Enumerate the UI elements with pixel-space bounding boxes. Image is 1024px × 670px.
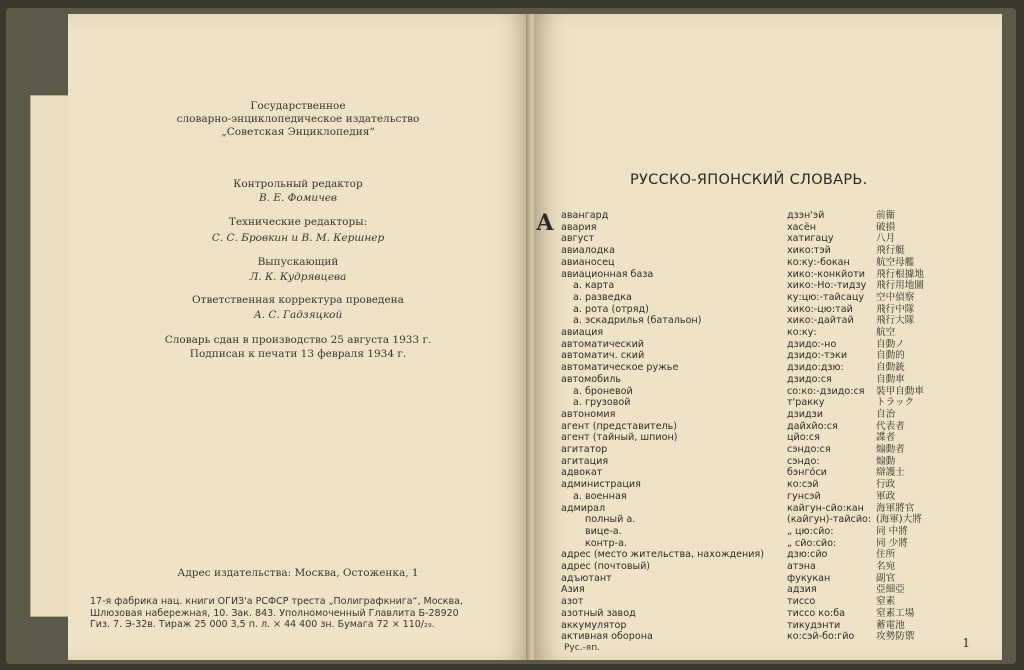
entry-reading: гунсэй xyxy=(787,490,821,502)
entry-russian: адмирал xyxy=(561,502,606,514)
dictionary-entry xyxy=(536,292,976,304)
entry-kanji: 海軍將官 xyxy=(876,502,915,514)
entry-reading: „ цю:сйо: xyxy=(787,525,834,537)
signature-mark: Рус.-яп. xyxy=(564,643,600,653)
entry-russian: а. карта xyxy=(573,280,615,292)
entry-kanji: 裝甲自動車 xyxy=(876,385,924,397)
section-letter: А xyxy=(536,210,554,236)
entry-kanji: 辯護士 xyxy=(876,467,905,479)
entry-kanji: 亞細亞 xyxy=(876,584,905,596)
entry-kanji: 攻勢防禦 xyxy=(876,631,915,643)
imprint-line-1: 17-я фабрика нац. книги ОГИЗ'а РСФСР треста „Полиграфкнига“, Москва, xyxy=(90,596,463,607)
issuer-name: Л. К. Кудрявцева xyxy=(249,271,347,283)
tech-editors-label: Технические редакторы: xyxy=(228,216,368,228)
entry-kanji: 自動ノ xyxy=(876,338,905,350)
dictionary-entry xyxy=(536,304,976,316)
entry-kanji: 飛行中隊 xyxy=(876,303,915,315)
dictionary-entry xyxy=(536,631,976,643)
entry-kanji: 破損 xyxy=(876,221,896,233)
entry-reading: ко:сэй xyxy=(787,479,819,491)
dictionary-entry xyxy=(536,280,976,292)
dictionary-entry xyxy=(536,362,976,374)
publisher-line-3: „Советская Энциклопедия“ xyxy=(221,126,375,138)
entry-reading: тиссо ко:ба xyxy=(787,607,845,619)
dictionary-entry xyxy=(536,339,976,351)
proof-name: А. С. Гадзяцкой xyxy=(253,309,343,321)
page-number: 1 xyxy=(962,636,970,650)
dictionary-entry xyxy=(536,421,976,433)
entry-kanji: 飛行大隊 xyxy=(876,315,915,327)
dictionary-entry xyxy=(536,257,976,269)
dictionary-entry xyxy=(536,561,976,573)
entry-russian: вице-а. xyxy=(585,525,622,537)
dictionary-entry xyxy=(536,467,976,479)
entry-kanji: 空中偵察 xyxy=(876,291,915,303)
dictionary-entry xyxy=(536,374,976,386)
production-date: Словарь сдан в производство 25 августа 1933 г. xyxy=(164,334,432,346)
dictionary-entry xyxy=(536,327,976,339)
entry-kanji: 軍政 xyxy=(876,490,896,502)
left-page xyxy=(68,14,528,660)
dictionary-entry xyxy=(536,608,976,620)
entry-russian: автоматическое ружье xyxy=(561,362,679,374)
imprint-line-2: Шлюзовая набережная, 10. Зак. 843. Уполномоченный Главлита Б-28920 xyxy=(90,607,459,619)
entry-russian: а. рота (отряд) xyxy=(573,303,649,315)
entry-reading: дзидзи xyxy=(787,408,823,420)
entry-kanji: 蓄電池 xyxy=(876,619,905,631)
entry-russian: азот xyxy=(561,596,584,608)
entry-kanji: 飛行用地圖 xyxy=(876,280,924,292)
entry-kanji: 飛行艇 xyxy=(876,245,905,257)
entry-reading: со:ко:-дзидо:ся xyxy=(787,385,865,397)
entry-kanji: 副官 xyxy=(876,572,896,584)
entry-russian: авиалодка xyxy=(561,245,615,257)
dictionary-entry xyxy=(536,409,976,421)
dictionary-entry xyxy=(536,269,976,281)
entry-russian: агитатор xyxy=(561,444,608,455)
tech-editors-names: С. С. Бровкин и В. М. Кершнер xyxy=(211,232,385,244)
entry-russian: автономия xyxy=(561,408,616,420)
entry-kanji: 窒素工場 xyxy=(876,607,915,619)
entry-kanji: 名宛 xyxy=(876,561,896,572)
entry-russian: контр-а. xyxy=(585,537,628,549)
entry-reading: т'ракку xyxy=(787,397,825,409)
entry-kanji: 自動車 xyxy=(876,373,905,385)
entry-kanji: 同 中將 xyxy=(876,525,908,537)
entry-reading: ко:ку:-бокан xyxy=(787,256,850,268)
entry-russian: авиационная база xyxy=(561,268,654,280)
publisher-address: Адрес издательства: Москва, Остоженка, 1 xyxy=(177,567,419,579)
entry-reading: хатигацу xyxy=(787,233,834,245)
entry-russian: активная оборона xyxy=(561,631,653,643)
entry-reading: цйо:ся xyxy=(787,432,820,444)
entry-russian: Азия xyxy=(561,584,585,596)
entry-reading: дайхйо:ся xyxy=(787,420,838,432)
entry-russian: азотный завод xyxy=(561,607,636,619)
entry-reading: дзю:сйо xyxy=(787,549,828,561)
proof-label: Ответственная корректура проведена xyxy=(192,294,404,306)
entry-kanji: (海軍)大將 xyxy=(876,514,922,526)
entry-reading: хико:тэй xyxy=(787,245,831,257)
dictionary-entry xyxy=(536,491,976,503)
entry-russian: полный а. xyxy=(585,514,636,526)
entry-kanji: 窒素 xyxy=(876,596,896,608)
entry-reading: ко:ку: xyxy=(787,327,817,338)
entry-kanji: 前衞 xyxy=(876,210,896,221)
entry-kanji: 航空 xyxy=(876,327,896,338)
entry-reading: адзия xyxy=(787,584,817,596)
entry-kanji: 代表者 xyxy=(876,420,905,432)
right-page xyxy=(536,14,1002,660)
entry-reading: хико:-дайтай xyxy=(787,315,854,327)
publisher-line-2: словарно-энциклопедическое издательство xyxy=(176,113,420,125)
dictionary-entry xyxy=(536,350,976,362)
entry-reading: дзидо:-тэки xyxy=(787,350,848,362)
entry-reading: дзэн'эй xyxy=(787,210,825,221)
entry-russian: агент (представитель) xyxy=(561,420,678,432)
dictionary-entry xyxy=(536,549,976,561)
imprint-block xyxy=(90,596,520,631)
entry-kanji: 煽動者 xyxy=(876,444,905,455)
dictionary-entry xyxy=(536,538,976,550)
entry-reading: „ сйо:сйо: xyxy=(787,537,837,549)
control-editor-name: В. Е. Фомичев xyxy=(258,192,338,204)
entry-reading: фукукан xyxy=(787,572,831,584)
entry-reading: сэндо: xyxy=(787,455,820,467)
entry-russian: авианосец xyxy=(561,256,615,268)
entry-reading: (кайгун)-тайсйо: xyxy=(787,514,872,526)
entry-kanji: 飛行根據地 xyxy=(876,268,924,280)
entry-russian: а. броневой xyxy=(573,385,633,397)
entry-russian: а. эскадрилья (батальон) xyxy=(573,315,702,327)
entry-reading: хико:-Но:-тидзу xyxy=(787,280,867,292)
entry-kanji: 同 少將 xyxy=(876,537,908,549)
entry-russian: агитация xyxy=(561,455,609,467)
entry-reading: ко:сэй-бо:гйо xyxy=(787,631,855,643)
dictionary-entry xyxy=(536,526,976,538)
entry-russian: авария xyxy=(561,221,597,233)
entry-reading: хико:-цю:тай xyxy=(787,303,853,315)
entry-reading: дзидо:-но xyxy=(787,338,837,350)
entry-reading: хасён xyxy=(787,221,817,233)
dictionary-entry xyxy=(536,514,976,526)
entry-reading: сэндо:ся xyxy=(787,444,831,455)
entry-kanji: 自動銃 xyxy=(876,362,905,374)
dictionary-entry xyxy=(536,503,976,515)
dictionary-entry xyxy=(536,315,976,327)
entry-russian: а. грузовой xyxy=(573,397,631,409)
entry-russian: автоматический xyxy=(561,338,645,350)
entry-russian: адрес (место жительства, нахождения) xyxy=(561,549,765,561)
entry-russian: а. военная xyxy=(573,490,627,502)
dictionary-entry xyxy=(536,245,976,257)
entry-kanji: 諜者 xyxy=(876,432,896,444)
publisher-line-1: Государственное xyxy=(250,100,346,112)
entry-kanji: トラック xyxy=(876,397,915,409)
entry-kanji: 航空母艦 xyxy=(876,256,915,268)
entry-russian: автомобиль xyxy=(561,373,622,385)
dictionary-entry xyxy=(536,210,976,222)
entry-russian: адрес (почтовый) xyxy=(561,561,651,572)
issuer-label: Выпускающий xyxy=(257,256,339,268)
entry-reading: тикудэнти xyxy=(787,619,841,631)
dictionary-entry xyxy=(536,233,976,245)
entry-kanji: 住所 xyxy=(876,549,896,561)
entry-russian: адъютант xyxy=(561,572,612,584)
dictionary-title: РУССКО-ЯПОНСКИЙ СЛОВАРЬ. xyxy=(630,172,868,188)
entry-russian: а. разведка xyxy=(573,291,632,303)
entry-reading: дзидо:дзю: xyxy=(787,362,844,374)
dictionary-entry xyxy=(536,479,976,491)
entry-russian: аккумулятор xyxy=(561,619,627,631)
entry-reading: тиссо xyxy=(787,596,816,608)
dictionary-entry xyxy=(536,432,976,444)
imprint-line-3: Гиз. 7. Э-32в. Тираж 25 000 3,5 п. л. × 44 400 зн. Бумага 72 × 110/₂₉. xyxy=(90,619,435,630)
entry-reading: бэнго́си xyxy=(787,467,827,479)
dictionary-entry xyxy=(536,573,976,585)
print-date: Подписан к печати 13 февраля 1934 г. xyxy=(189,348,407,360)
entry-reading: атэна xyxy=(787,561,816,572)
entry-russian: адвокат xyxy=(561,467,603,479)
entry-russian: август xyxy=(561,233,595,245)
entry-kanji: 自治 xyxy=(876,408,896,420)
entry-russian: агент (тайный, шпион) xyxy=(561,432,678,444)
control-editor-label: Контрольный редактор xyxy=(233,178,363,190)
dictionary-entry xyxy=(536,620,976,632)
dictionary-entry xyxy=(536,444,976,456)
dictionary-entry xyxy=(536,584,976,596)
entry-reading: ку:цю:-тайсацу xyxy=(787,291,865,303)
dictionary-entry xyxy=(536,596,976,608)
entry-kanji: 煽動 xyxy=(876,455,896,467)
dictionary-entry xyxy=(536,456,976,468)
entry-russian: авиация xyxy=(561,327,604,338)
dictionary-entry xyxy=(536,397,976,409)
entry-russian: автоматич. ский xyxy=(561,350,645,362)
entry-reading: кайгун-сйо:кан xyxy=(787,502,864,514)
dictionary-entry xyxy=(536,222,976,234)
entry-reading: дзидо:ся xyxy=(787,373,832,385)
entry-kanji: 行政 xyxy=(876,479,896,491)
entry-russian: администрация xyxy=(561,479,641,491)
dictionary-entry xyxy=(536,386,976,398)
entry-kanji: 八月 xyxy=(876,233,896,245)
entry-kanji: 自動的 xyxy=(876,350,905,362)
entry-reading: хико:-конкйоти xyxy=(787,268,865,280)
entry-russian: авангард xyxy=(561,210,609,221)
